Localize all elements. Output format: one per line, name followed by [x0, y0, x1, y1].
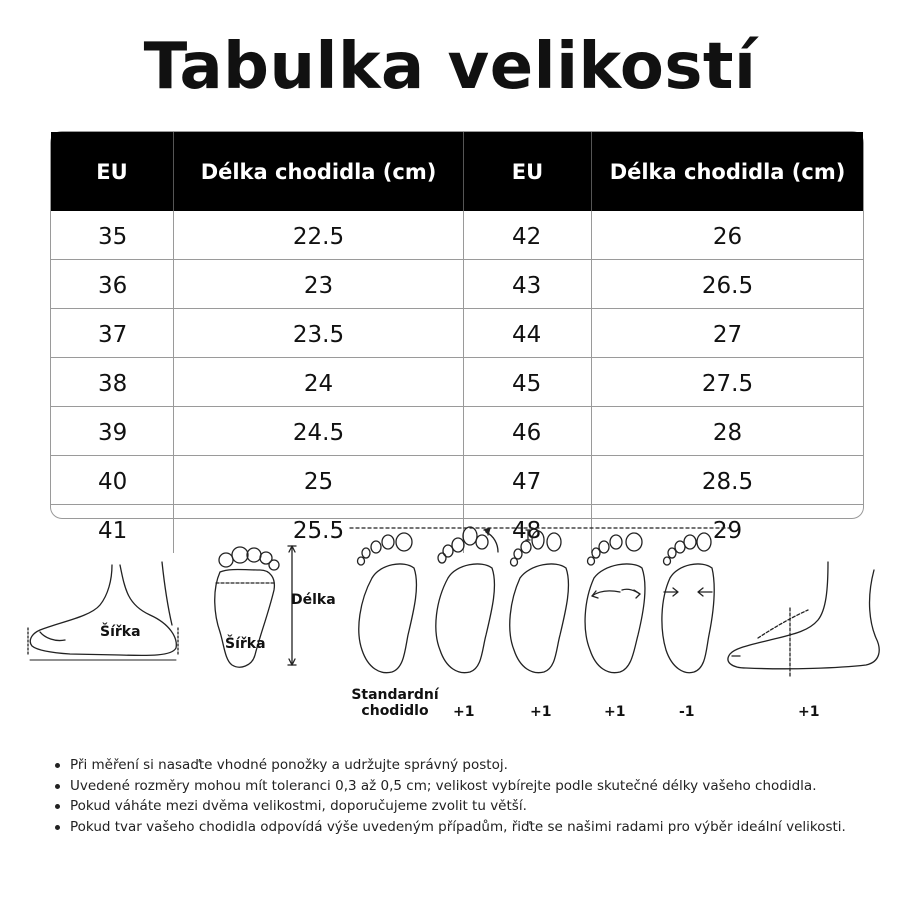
high-instep-foot-icon [728, 562, 879, 678]
foot-outline-long-second-toe-icon [510, 530, 569, 673]
foot-measurement-illustration [0, 520, 900, 730]
cell-foot-length: 24 [174, 358, 464, 407]
adjustment-label: +1 [798, 704, 820, 720]
cell-eu: 35 [51, 211, 174, 260]
sole-width-label: Šířka [225, 636, 266, 652]
cell-eu: 38 [51, 358, 174, 407]
size-table [50, 131, 864, 544]
cell-foot-length: 25 [174, 456, 464, 505]
cell-eu: 36 [51, 260, 174, 309]
side-width-label: Šířka [100, 624, 141, 640]
standard-foot-label: Standardní chodidlo [351, 687, 439, 719]
sole-length-label: Délka [291, 592, 336, 608]
cell-eu-2: 44 [464, 309, 592, 358]
cell-foot-length: 25.5 [174, 505, 464, 554]
cell-foot-length-2: 29 [712, 517, 743, 544]
note-item: Pokud váháte mezi dvěma velikostmi, doporučujeme zvolit tu větší. [50, 796, 870, 817]
cell-eu-2: 42 [464, 211, 592, 260]
cell-foot-length: 23.5 [174, 309, 464, 358]
cell-foot-length-2: 27 [592, 309, 864, 358]
adjustment-label: +1 [604, 704, 626, 720]
cell-foot-length-2: 27.5 [592, 358, 864, 407]
note-item: Uvedené rozměry mohou mít toleranci 0,3 až 0,5 cm; velikost vybírejte podle skutečné délky vašeho chodidla. [50, 776, 870, 797]
cell-foot-length: 22.5 [174, 211, 464, 260]
side-foot-icon [28, 562, 178, 660]
table-row [51, 211, 863, 260]
cell-eu-2: 47 [464, 456, 592, 505]
header-eu: EU [51, 132, 174, 211]
header-foot-length-2: Délka chodidla (cm) [592, 132, 864, 211]
cell-eu-2: 48 [464, 505, 592, 554]
table-header-row [51, 132, 863, 211]
page-title: Tabulka velikostí [143, 30, 757, 104]
cell-eu: 39 [51, 407, 174, 456]
cell-eu-2: 45 [464, 358, 592, 407]
table-row [51, 407, 863, 456]
cell-eu-2: 46 [464, 407, 592, 456]
note-item: Pokud tvar vašeho chodidla odpovídá výše uvedeným případům, řiďte se našimi radami pro výběr ideální velikosti. [50, 817, 870, 838]
table-row [51, 456, 863, 505]
cell-eu-2: 43 [464, 260, 592, 309]
table-row [51, 358, 863, 407]
header-foot-length: Délka chodidla (cm) [174, 132, 464, 211]
table-row [51, 309, 863, 358]
notes-list [50, 755, 870, 837]
cell-foot-length-2: 26 [592, 211, 864, 260]
adjustment-label: +1 [453, 704, 475, 720]
cell-foot-length-2: 28.5 [592, 456, 864, 505]
header-eu-2: EU [464, 132, 592, 211]
cell-eu: 40 [51, 456, 174, 505]
note-item: Při měření si nasaďte vhodné ponožky a udržujte správný postoj. [50, 755, 870, 776]
adjustment-label: -1 [679, 704, 695, 720]
cell-eu: 37 [51, 309, 174, 358]
cell-foot-length: 23 [174, 260, 464, 309]
cell-eu: 41 [51, 505, 174, 554]
foot-outline-long-toe-icon [436, 527, 498, 673]
cell-foot-length-2: 28 [592, 407, 864, 456]
adjustment-label: +1 [530, 704, 552, 720]
cell-foot-length: 24.5 [174, 407, 464, 456]
table-row [51, 260, 863, 309]
size-table-grid [51, 132, 863, 553]
foot-outline-standard-icon [358, 533, 417, 673]
foot-outline-wide-icon [585, 533, 645, 673]
foot-outline-narrow-icon [662, 533, 714, 673]
cell-foot-length-2: 26.5 [592, 260, 864, 309]
table-body [51, 211, 863, 553]
